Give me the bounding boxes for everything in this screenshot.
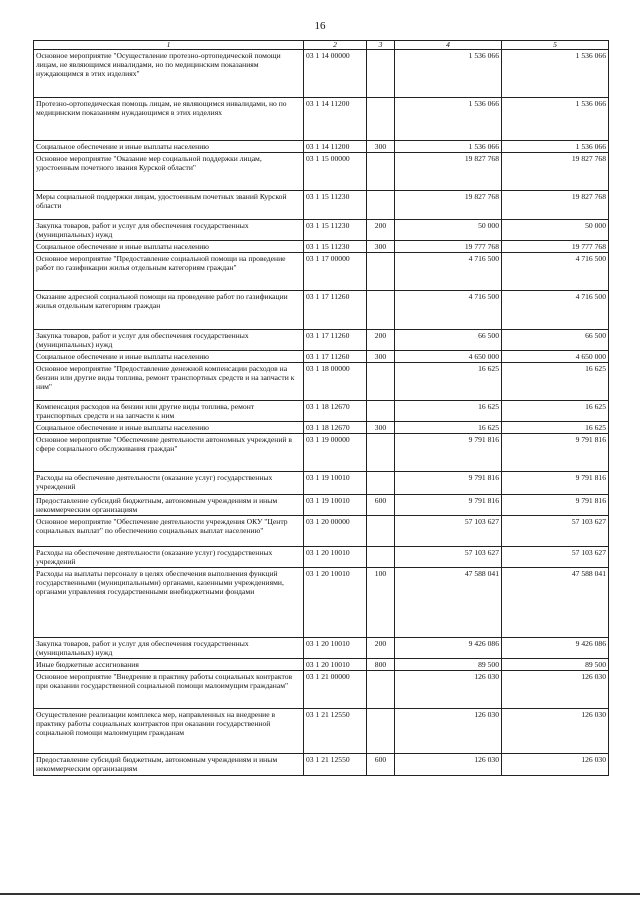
row-code: 03 1 15 11230 (304, 191, 367, 220)
header-row (34, 41, 609, 50)
row-total: 126 030 (502, 671, 609, 709)
table-row (34, 472, 609, 495)
row-total: 16 625 (502, 401, 609, 422)
row-sum: 9 426 086 (395, 638, 502, 659)
row-name: Расходы на выплаты персоналу в целях обеспечения выполнения функций государственными (муниципальными) органами, казенными учреждениями, органами управления государственными внебюджетными фондами (34, 568, 304, 638)
row-type: 600 (367, 754, 395, 776)
row-code: 03 1 18 12670 (304, 401, 367, 422)
row-sum: 9 791 816 (395, 472, 502, 495)
row-total: 16 625 (502, 422, 609, 434)
row-type: 200 (367, 220, 395, 241)
row-type (367, 253, 395, 291)
row-total: 57 103 627 (502, 547, 609, 568)
row-type (367, 50, 395, 98)
table-row (34, 241, 609, 253)
table-row (34, 220, 609, 241)
row-code: 03 1 20 10010 (304, 547, 367, 568)
header-cell-2: 2 (304, 41, 367, 50)
table-row (34, 401, 609, 422)
row-name: Осуществление реализации комплекса мер, направленных на внедрение в практику работы социальных контрактов при оказании государственной социальной помощи малоимущим гражданам (34, 709, 304, 754)
row-total: 1 536 066 (502, 50, 609, 98)
row-code: 03 1 14 00000 (304, 50, 367, 98)
bottom-rule (0, 893, 640, 895)
table-row (34, 754, 609, 776)
row-type: 100 (367, 568, 395, 638)
row-sum: 57 103 627 (395, 516, 502, 547)
row-name: Иные бюджетные ассигнования (34, 659, 304, 671)
row-sum: 1 536 066 (395, 141, 502, 153)
row-total: 4 716 500 (502, 291, 609, 330)
row-type: 300 (367, 241, 395, 253)
row-code: 03 1 15 00000 (304, 153, 367, 191)
page-number: 16 (314, 20, 326, 32)
row-code: 03 1 19 00000 (304, 434, 367, 472)
row-name: Основное мероприятие "Обеспечение деятельности учреждения ОКУ "Центр социальных выплат" по обеспечению социальных выплат населению" (34, 516, 304, 547)
table-row (34, 191, 609, 220)
row-name: Основное мероприятие "Предоставление денежной компенсации расходов на бензин или другие виды топлива, ремонт транспортных средств и на запчасти к ним" (34, 363, 304, 401)
table-row (34, 141, 609, 153)
row-sum: 89 500 (395, 659, 502, 671)
row-total: 19 827 768 (502, 153, 609, 191)
row-total: 57 103 627 (502, 516, 609, 547)
row-code: 03 1 17 11260 (304, 291, 367, 330)
row-name: Оказание адресной социальной помощи на проведение работ по газификации жилья отдельным категориям граждан (34, 291, 304, 330)
row-type (367, 472, 395, 495)
row-total: 1 536 066 (502, 98, 609, 141)
row-type: 600 (367, 495, 395, 516)
row-code: 03 1 21 12550 (304, 754, 367, 776)
table-row (34, 671, 609, 709)
row-total: 19 777 768 (502, 241, 609, 253)
row-name: Предоставление субсидий бюджетным, автономным учреждениям и иным некоммерческим организациям (34, 754, 304, 776)
header-cell-1: 1 (34, 41, 304, 50)
row-type: 200 (367, 638, 395, 659)
table-row (34, 638, 609, 659)
row-type (367, 709, 395, 754)
row-name: Протезно-ортопедическая помощь лицам, не являющимся инвалидами, но по медицинским показаниям нуждающимся в этих изделиях (34, 98, 304, 141)
table-row (34, 253, 609, 291)
row-code: 03 1 14 11200 (304, 141, 367, 153)
row-sum: 4 650 000 (395, 351, 502, 363)
row-type (367, 671, 395, 709)
row-sum: 1 536 066 (395, 98, 502, 141)
table-row (34, 547, 609, 568)
table-row (34, 153, 609, 191)
table-row (34, 50, 609, 98)
row-code: 03 1 17 11260 (304, 330, 367, 351)
row-name: Основное мероприятие "Обеспечение деятельности автономных учреждений в сфере социального обслуживания граждан" (34, 434, 304, 472)
row-total: 50 000 (502, 220, 609, 241)
row-code: 03 1 19 10010 (304, 495, 367, 516)
row-name: Основное мероприятие "Осуществление протезно-ортопедической помощи лицам, не являющимся инвалидами, но по медицинским показаниям нуждающимся в этих изделиях" (34, 50, 304, 98)
row-sum: 16 625 (395, 363, 502, 401)
row-sum: 16 625 (395, 401, 502, 422)
row-sum: 19 827 768 (395, 153, 502, 191)
row-code: 03 1 20 10010 (304, 568, 367, 638)
row-total: 19 827 768 (502, 191, 609, 220)
row-name: Социальное обеспечение и иные выплаты населению (34, 422, 304, 434)
row-type (367, 547, 395, 568)
header-cell-5: 5 (502, 41, 609, 50)
row-name: Закупка товаров, работ и услуг для обеспечения государственных (муниципальных) нужд (34, 330, 304, 351)
row-sum: 57 103 627 (395, 547, 502, 568)
row-code: 03 1 20 00000 (304, 516, 367, 547)
row-code: 03 1 14 11200 (304, 98, 367, 141)
table-row (34, 709, 609, 754)
row-type (367, 401, 395, 422)
row-type: 200 (367, 330, 395, 351)
row-sum: 9 791 816 (395, 434, 502, 472)
row-type: 300 (367, 422, 395, 434)
row-code: 03 1 18 12670 (304, 422, 367, 434)
row-sum: 16 625 (395, 422, 502, 434)
row-type: 300 (367, 141, 395, 153)
row-type: 300 (367, 351, 395, 363)
row-name: Социальное обеспечение и иные выплаты населению (34, 141, 304, 153)
table-row (34, 351, 609, 363)
row-total: 89 500 (502, 659, 609, 671)
row-name: Расходы на обеспечение деятельности (оказание услуг) государственных учреждений (34, 547, 304, 568)
row-total: 4 716 500 (502, 253, 609, 291)
header-cell-3: 3 (367, 41, 395, 50)
row-total: 1 536 066 (502, 141, 609, 153)
row-total: 9 426 086 (502, 638, 609, 659)
row-code: 03 1 21 12550 (304, 709, 367, 754)
row-sum: 126 030 (395, 754, 502, 776)
row-total: 126 030 (502, 709, 609, 754)
row-code: 03 1 18 00000 (304, 363, 367, 401)
table-row (34, 363, 609, 401)
row-name: Закупка товаров, работ и услуг для обеспечения государственных (муниципальных) нужд (34, 638, 304, 659)
table-row (34, 568, 609, 638)
row-name: Меры социальной поддержки лицам, удостоенным почетных званий Курской области (34, 191, 304, 220)
row-name: Основное мероприятие "Оказание мер социальной поддержки лицам, удостоенным почетного звания Курской области" (34, 153, 304, 191)
row-name: Предоставление субсидий бюджетным, автономным учреждениям и иным некоммерческим организациям (34, 495, 304, 516)
row-total: 4 650 000 (502, 351, 609, 363)
row-code: 03 1 15 11230 (304, 241, 367, 253)
row-sum: 126 030 (395, 671, 502, 709)
row-type (367, 363, 395, 401)
row-type (367, 516, 395, 547)
row-sum: 47 588 041 (395, 568, 502, 638)
row-sum: 4 716 500 (395, 291, 502, 330)
row-name: Основное мероприятие "Предоставление социальной помощи на проведение работ по газификации жилья отдельным категориям граждан" (34, 253, 304, 291)
table-row (34, 659, 609, 671)
row-sum: 19 777 768 (395, 241, 502, 253)
row-sum: 66 500 (395, 330, 502, 351)
row-sum: 9 791 816 (395, 495, 502, 516)
row-code: 03 1 15 11230 (304, 220, 367, 241)
row-name: Компенсация расходов на бензин или другие виды топлива, ремонт транспортных средств и на запчасти к ним (34, 401, 304, 422)
row-sum: 126 030 (395, 709, 502, 754)
row-total: 9 791 816 (502, 495, 609, 516)
row-name: Социальное обеспечение и иные выплаты населению (34, 351, 304, 363)
budget-table (33, 40, 609, 776)
row-name: Социальное обеспечение и иные выплаты населению (34, 241, 304, 253)
row-type: 800 (367, 659, 395, 671)
row-total: 47 588 041 (502, 568, 609, 638)
row-total: 9 791 816 (502, 434, 609, 472)
table-row (34, 422, 609, 434)
table-row (34, 434, 609, 472)
row-code: 03 1 20 10010 (304, 638, 367, 659)
row-type (367, 191, 395, 220)
table-row (34, 291, 609, 330)
row-sum: 1 536 066 (395, 50, 502, 98)
row-sum: 4 716 500 (395, 253, 502, 291)
row-total: 126 030 (502, 754, 609, 776)
row-code: 03 1 21 00000 (304, 671, 367, 709)
row-name: Закупка товаров, работ и услуг для обеспечения государственных (муниципальных) нужд (34, 220, 304, 241)
table-row (34, 98, 609, 141)
row-name: Основное мероприятие "Внедрение в практику работы социальных контрактов при оказании государственной социальной помощи малоимущим гражданам" (34, 671, 304, 709)
row-sum: 50 000 (395, 220, 502, 241)
row-total: 16 625 (502, 363, 609, 401)
row-code: 03 1 17 11260 (304, 351, 367, 363)
row-type (367, 291, 395, 330)
table-row (34, 330, 609, 351)
row-code: 03 1 19 10010 (304, 472, 367, 495)
row-type (367, 434, 395, 472)
table-row (34, 495, 609, 516)
row-total: 9 791 816 (502, 472, 609, 495)
row-code: 03 1 20 10010 (304, 659, 367, 671)
row-name: Расходы на обеспечение деятельности (оказание услуг) государственных учреждений (34, 472, 304, 495)
row-code: 03 1 17 00000 (304, 253, 367, 291)
row-type (367, 98, 395, 141)
row-sum: 19 827 768 (395, 191, 502, 220)
row-type (367, 153, 395, 191)
header-cell-4: 4 (395, 41, 502, 50)
table-row (34, 516, 609, 547)
row-total: 66 500 (502, 330, 609, 351)
